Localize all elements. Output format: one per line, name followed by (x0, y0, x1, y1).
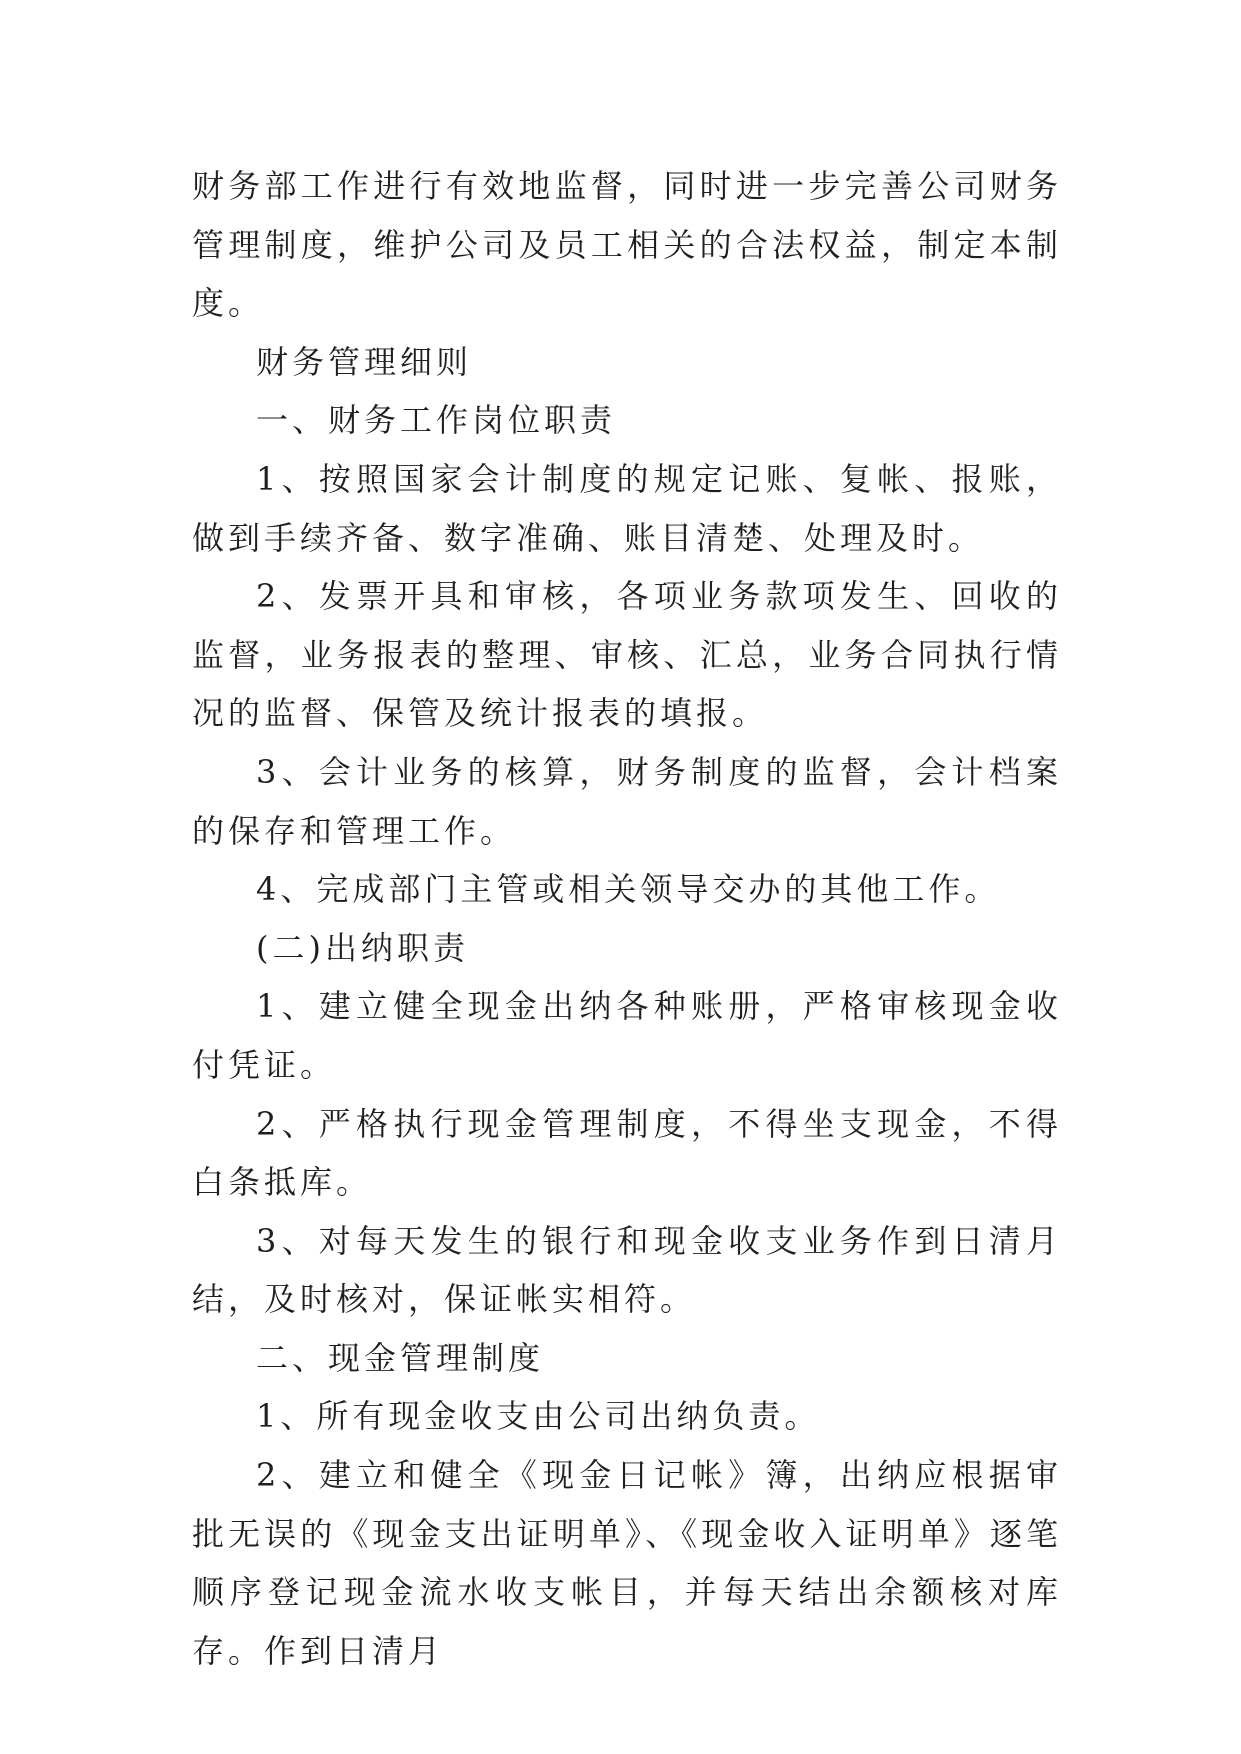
section-heading-job-duties: 一、财务工作岗位职责 (256, 401, 617, 440)
document-body (192, 157, 1062, 1680)
list-item: 3、对每天发生的银行和现金收支业务作到日清月结，及时核对，保证帐实相符。 (192, 1221, 1062, 1319)
list-item: 1、按照国家会计制度的规定记账、复帐、报账，做到手续齐备、数字准确、账目清楚、处理及时。 (192, 459, 1062, 557)
list-item: 3、会计业务的核算，财务制度的监督，会计档案的保存和管理工作。 (192, 752, 1062, 850)
list-item: 1、建立健全现金出纳各种账册，严格审核现金收付凭证。 (192, 987, 1062, 1084)
list-item: 4、完成部门主管或相关领导交办的其他工作。 (256, 870, 1001, 909)
list-item: 2、严格执行现金管理制度，不得坐支现金，不得白条抵库。 (192, 1104, 1062, 1202)
list-item: 1、所有现金收支由公司出纳负责。 (256, 1397, 821, 1436)
list-item: 2、发票开具和审核，各项业务款项发生、回收的监督，业务报表的整理、审核、汇总，业务合同执行情况的监督、保管及统计报表的填报。 (192, 577, 1062, 733)
heading-financial-rules: 财务管理细则 (256, 342, 473, 381)
paragraph-intro: 财务部工作进行有效地监督，同时进一步完善公司财务管理制度，维护公司及员工相关的合法权益，制定本制度。 (192, 167, 1062, 323)
subsection-heading-cashier-duties: (二)出纳职责 (256, 928, 469, 967)
list-item: 2、建立和健全《现金日记帐》簿，出纳应根据审批无误的《现金支出证明单》、《现金收入证明单》逐笔顺序登记现金流水收支帐目，并每天结出余额核对库存。作到日清月 (192, 1456, 1062, 1670)
section-heading-cash-management: 二、现金管理制度 (256, 1338, 545, 1377)
